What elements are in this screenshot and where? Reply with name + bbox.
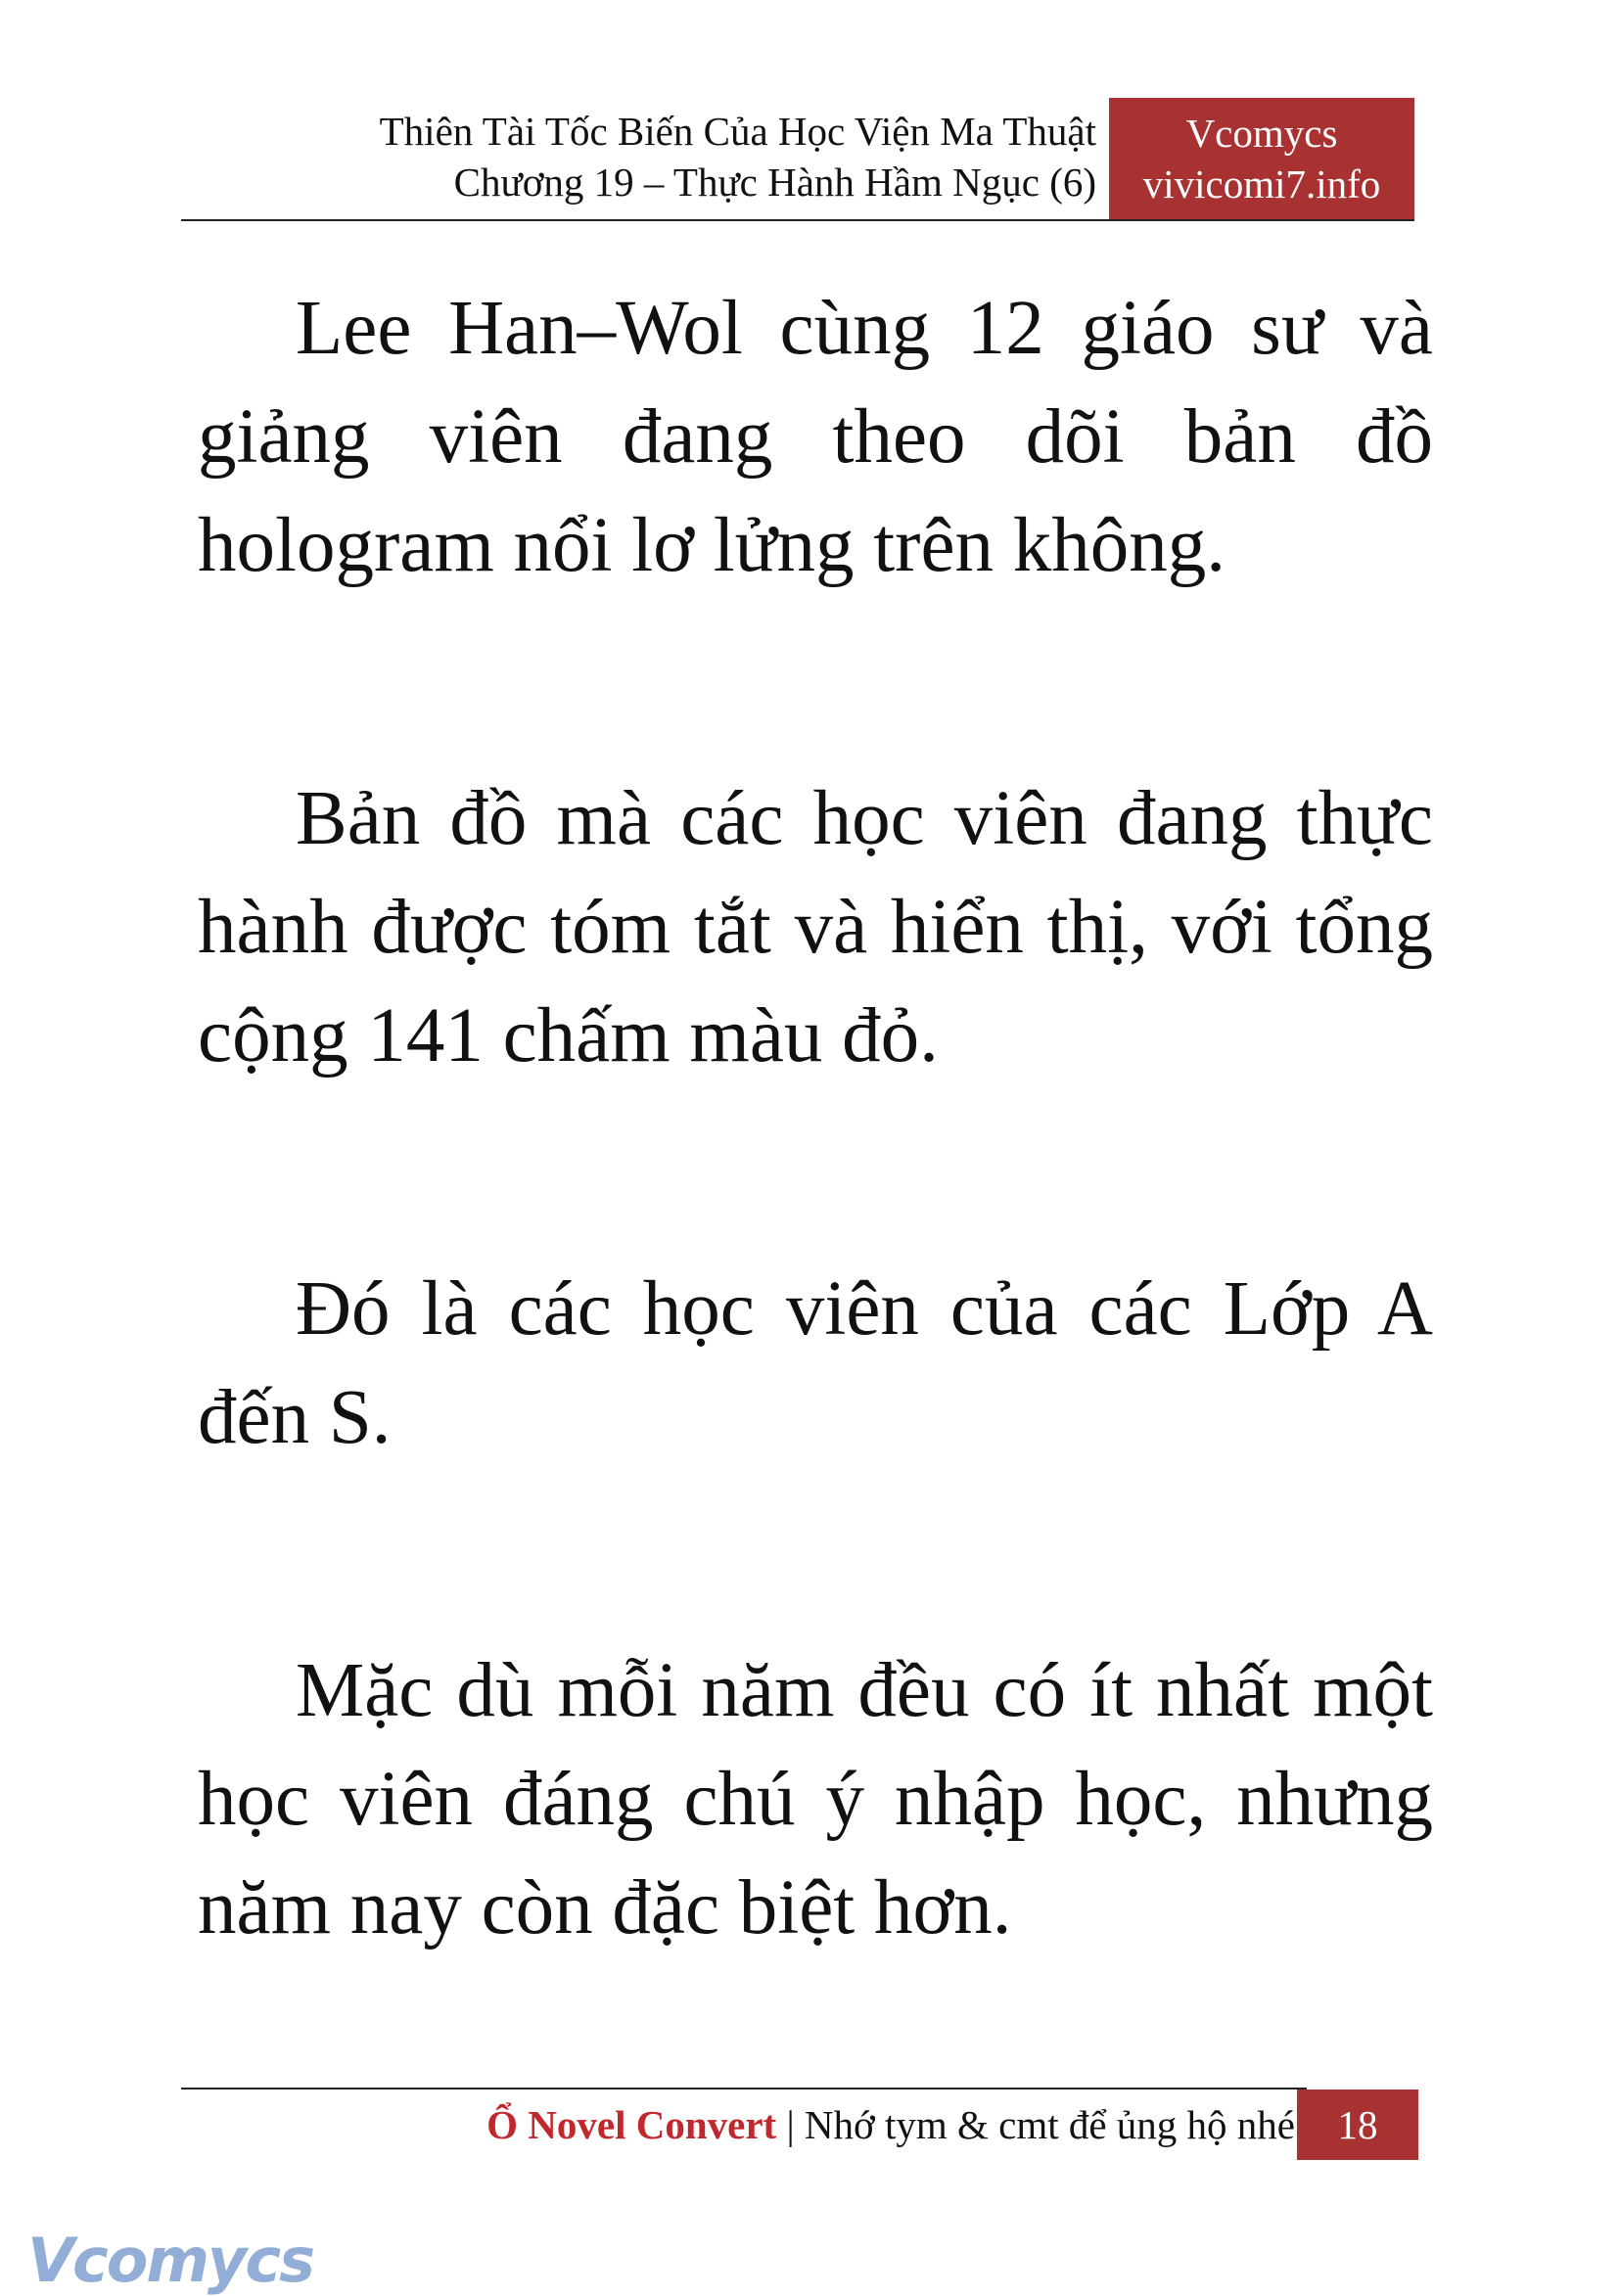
- footer-separator: |: [786, 2102, 805, 2147]
- watermark-logo: Vcomycs: [27, 2225, 314, 2296]
- chapter-title: Chương 19 – Thực Hành Hầm Ngục (6): [453, 160, 1096, 205]
- page-footer: [181, 2089, 1307, 2160]
- header-brand-box: [1109, 98, 1414, 219]
- page-content: [198, 274, 1433, 2127]
- footer-brand: Ổ Novel Convert: [486, 2102, 777, 2147]
- paragraph: Mặc dù mỗi năm đều có ít nhất một học viên đáng chú ý nhập học, nhưng năm nay còn đặc biệt hơn.: [198, 1648, 1433, 1951]
- header-brand-site: vivicomi7.info: [1142, 161, 1381, 207]
- footer-message: Nhớ tym & cmt để ủng hộ nhé: [804, 2102, 1295, 2147]
- paragraph: Lee Han–Wol cùng 12 giáo sư và giảng viên đang theo dõi bản đồ hologram nổi lơ lửng trên không.: [198, 286, 1433, 588]
- page-header: [181, 98, 1414, 219]
- paragraph: Bản đồ mà các học viên đang thực hành được tóm tắt và hiển thị, với tổng cộng 141 chấm màu đỏ.: [198, 776, 1433, 1079]
- paragraph: Đó là các học viên của các Lớp A đến S.: [198, 1266, 1433, 1460]
- header-titles: [181, 106, 1096, 207]
- page-number: 18: [1297, 2089, 1418, 2160]
- book-title: Thiên Tài Tốc Biến Của Học Viện Ma Thuật: [379, 109, 1096, 154]
- header-divider: [181, 219, 1414, 221]
- header-brand-name: Vcomycs: [1185, 111, 1338, 156]
